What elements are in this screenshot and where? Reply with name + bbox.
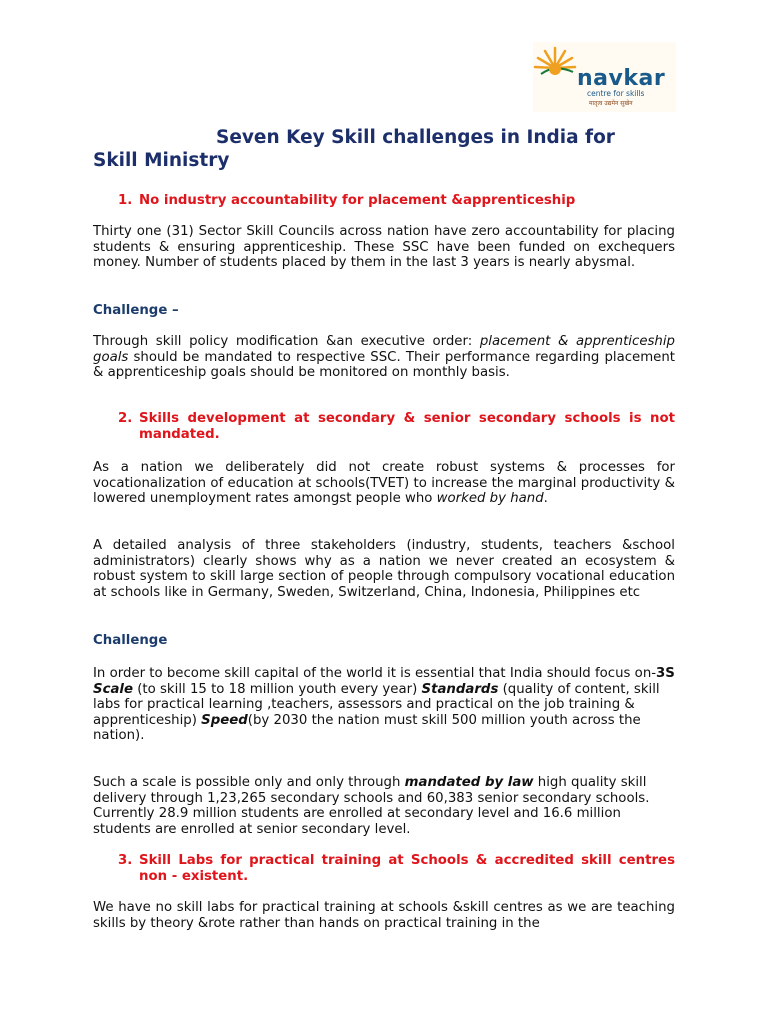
- title-line-1: Seven Key Skill challenges in India for: [216, 127, 615, 148]
- logo-brand-text: navkar: [577, 66, 666, 91]
- section-2-challenge-scale: Such a scale is possible only and only through mandated by law high quality skill delivery through 1,23,265 secondary schools and 60,383 senior secondary schools. Currently 28.9 million students are enrolled at secondary level and 16.6 million students are enrolled at senior secondary level.: [93, 775, 650, 837]
- navkar-logo: [533, 42, 676, 112]
- section-1-body: Thirty one (31) Sector Skill Councils across nation have zero accountability for placing students & ensuring apprenticeship. These SSC have been funded on exchequers money. Number of students placed by them in the last 3 years is nearly abysmal.: [93, 224, 675, 270]
- section-2-number: 2.: [118, 411, 133, 426]
- section-2-heading: [93, 411, 675, 442]
- section-1-challenge-label: Challenge –: [93, 303, 179, 318]
- section-3-number: 3.: [118, 853, 133, 868]
- logo-subline: मातृत्व उद्यमेन सुखेन: [589, 100, 633, 107]
- logo-tagline: centre for skills: [587, 89, 645, 98]
- section-3-heading-text: Skill Labs for practical training at Schools & accredited skill centres non - existent.: [139, 853, 675, 884]
- section-2-challenge-label: Challenge: [93, 633, 168, 648]
- section-2-body-1: As a nation we deliberately did not create robust systems & processes for vocationalization of education at schools(TVET) to increase the marginal productivity & lowered unemployment rates amongst people who worked by hand.: [93, 460, 675, 506]
- section-1-heading: [93, 193, 675, 209]
- section-2-heading-text: Skills development at secondary & senior secondary schools is not mandated.: [139, 411, 675, 442]
- section-1-heading-text: No industry accountability for placement &apprenticeship: [139, 193, 576, 208]
- title-line-2: Skill Ministry: [93, 150, 230, 171]
- section-1-challenge-text: Through skill policy modification &an executive order: placement & apprenticeship goals should be mandated to respective SSC. Their performance regarding placement & apprenticeship goals should be monitored on monthly basis.: [93, 334, 675, 380]
- section-2-challenge-3s: In order to become skill capital of the world it is essential that India should focus on-3S Scale (to skill 15 to 18 million youth every year) Standards (quality of content, skill labs for practical learning ,teachers, assessors and practical on the job training & apprenticeship) Speed(by 2030 the nation must skill 500 million youth across the nation).: [93, 666, 675, 743]
- document-title: [93, 126, 678, 172]
- section-2-body-2: A detailed analysis of three stakeholders (industry, students, teachers &school administrators) clearly shows why as a nation we never created an ecosystem & robust system to skill large section of people through compulsory vocational education at schools like in Germany, Sweden, Switzerland, China, Indonesia, Philippines etc: [93, 538, 675, 600]
- section-1-number: 1.: [118, 193, 133, 208]
- section-3-heading: [93, 853, 675, 884]
- section-3-body: We have no skill labs for practical training at schools &skill centres as we are teaching skills by theory &rote rather than hands on practical training in the: [93, 900, 675, 931]
